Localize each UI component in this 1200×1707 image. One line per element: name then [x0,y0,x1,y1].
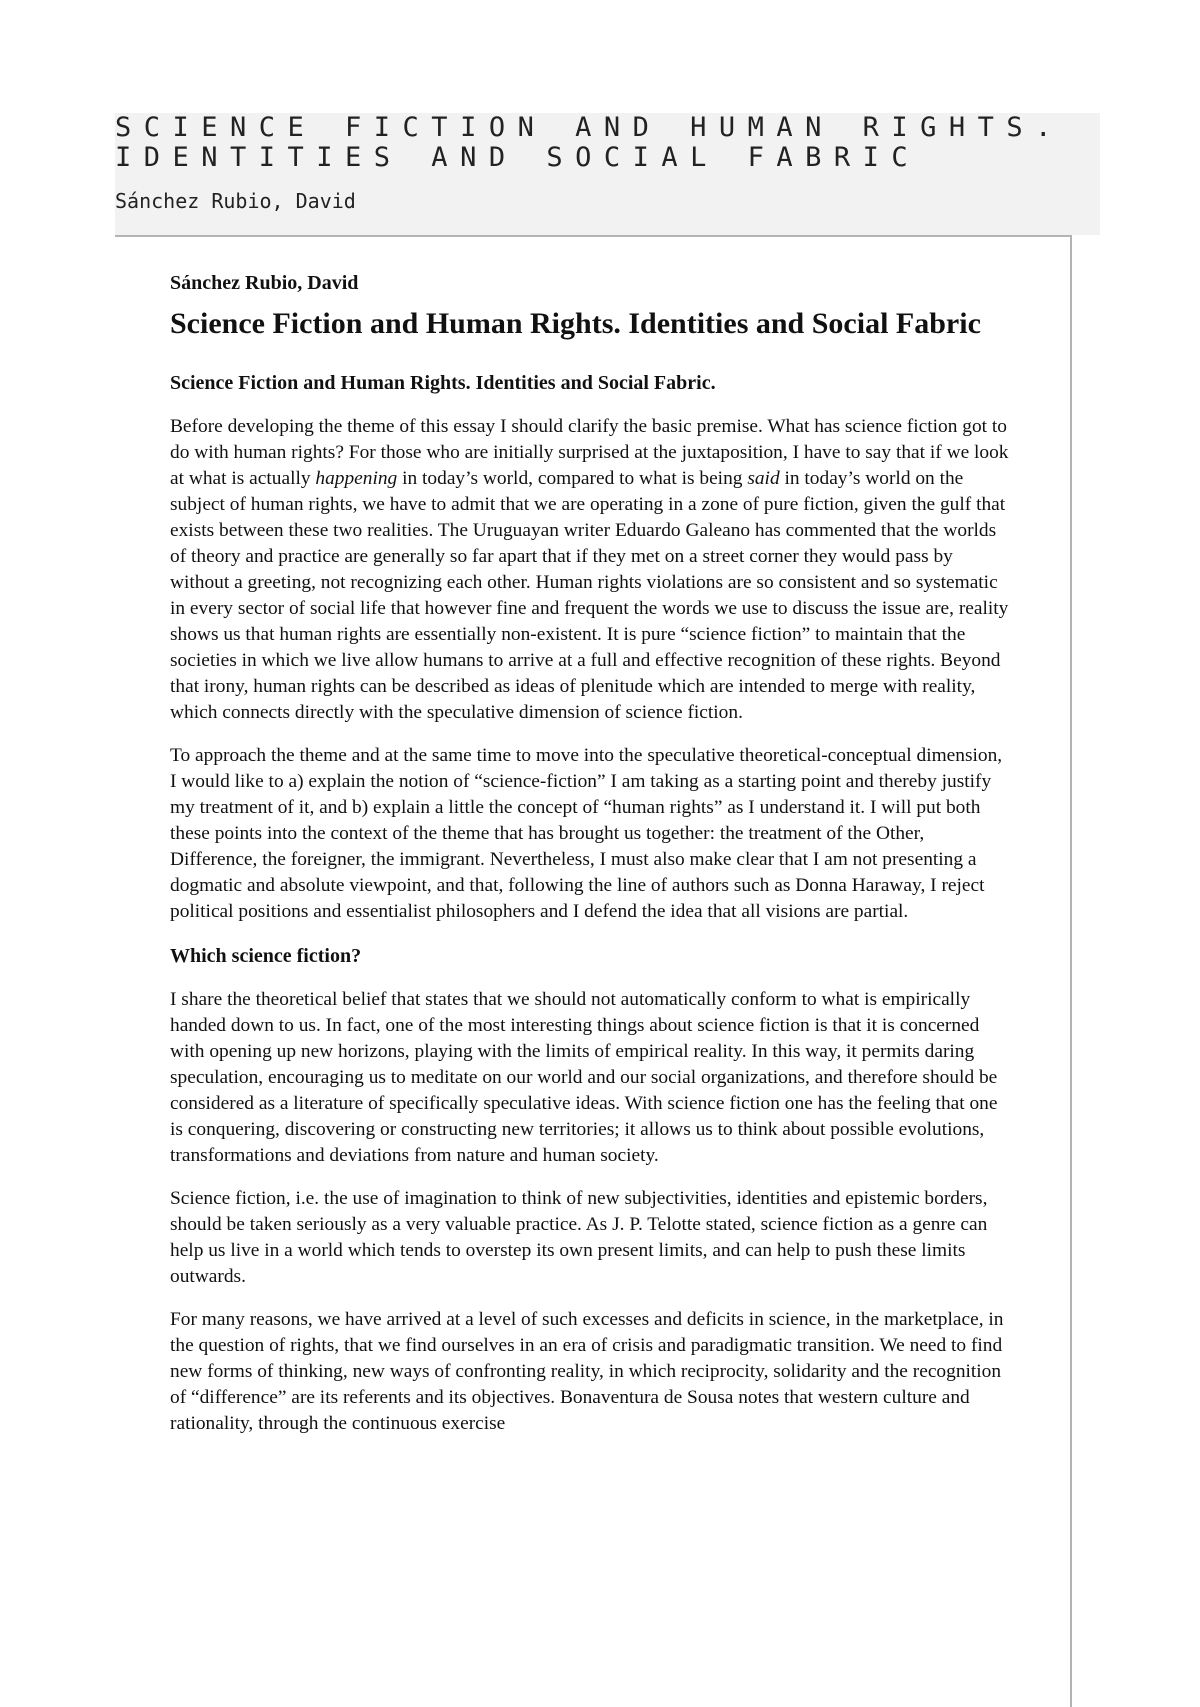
paragraph-1 [170,414,1010,726]
paragraph-4: Science fiction, i.e. the use of imagination to think of new subjectivities, identities and epistemic borders, should be taken seriously as a very valuable practice. As J. P. Telotte stated, science fiction as a genre can help us live in a world which tends to overstep its own present limits, and can help to push these limits outwards. [170,1188,988,1287]
header-title-line-2: IDENTITIES AND SOCIAL FABRIC [115,142,921,173]
paragraph-1-emphasis-said: said [747,468,780,489]
header-title-line-1: SCIENCE FICTION AND HUMAN RIGHTS. [115,112,1064,143]
article-author: Sánchez Rubio, David [170,272,359,294]
paragraph-1-emphasis-happening: happening [315,468,398,489]
header-author: Sánchez Rubio, David [115,189,356,213]
paragraph-2: To approach the theme and at the same time to move into the speculative theoretical-conceptual dimension, I would like to a) explain the notion of “science-fiction” I am taking as a starting point and thereby justify my treatment of it, and b) explain a little the concept of “human rights” as I understand it. I will put both these points into the context of the theme that has brought us together: the treatment of the Other, Difference, the foreigner, the immigrant. Nevertheless, I must also make clear that I am not presenting a dogmatic and absolute viewpoint, and that, following the line of authors such as Donna Haraway, I reject political positions and essentialist philosophers and I defend the idea that all visions are partial. [170,745,1003,922]
paragraph-1-part-b: in today’s world, compared to what is being [397,468,748,489]
article-title: Science Fiction and Human Rights. Identities and Social Fabric [170,307,981,340]
article-content [170,270,1010,1454]
document-header [115,113,1100,235]
header-title [115,113,1064,173]
paragraph-3: I share the theoretical belief that states that we should not automatically conform to what is empirically handed down to us. In fact, one of the most interesting things about science fiction is that it is concerned with opening up new horizons, playing with the limits of empirical reality. In this way, it permits daring speculation, encouraging us to meditate on our world and our social organizations, and therefore should be considered as a literature of specifically speculative ideas. With science fiction one has the feeling that one is conquering, discovering or constructing new territories; it allows us to think about possible evolutions, transformations and deviations from nature and human society. [170,989,998,1166]
section-heading-which-science-fiction: Which science fiction? [170,945,362,967]
paragraph-5: For many reasons, we have arrived at a level of such excesses and deficits in science, in the marketplace, in the question of rights, that we find ourselves in an era of crisis and paradigmatic transition. We need to find new forms of thinking, new ways of confronting reality, in which reciprocity, solidarity and the recognition of “difference” are its referents and its objectives. Bonaventura de Sousa notes that western culture and rationality, through the continuous exercise [170,1309,1004,1434]
article-subtitle: Science Fiction and Human Rights. Identities and Social Fabric. [170,372,716,394]
paragraph-1-part-a: Before developing the theme of this essay I should clarify the basic premise. What has science fiction got to do with human rights? For those who are initially surprised at the juxtaposition, I have to say that if we look at what is actually [170,416,1009,489]
paragraph-1-part-c: in today’s world on the subject of human rights, we have to admit that we are operating in a zone of pure fiction, given the gulf that exists between these two realities. The Uruguayan writer Eduardo Galeano has commented that the worlds of theory and practice are generally so far apart that if they met on a street corner they would pass by without a greeting, not recognizing each other. Human rights violations are so consistent and so systematic in every sector of social life that however fine and frequent the words we use to discuss the issue are, reality shows us that human rights are essentially non-existent. It is pure “science fiction” to maintain that the societies in which we live allow humans to arrive at a full and effective recognition of these rights. Beyond that irony, human rights can be described as ideas of plenitude which are intended to merge with reality, which connects directly with the speculative dimension of science fiction. [170,468,1009,723]
